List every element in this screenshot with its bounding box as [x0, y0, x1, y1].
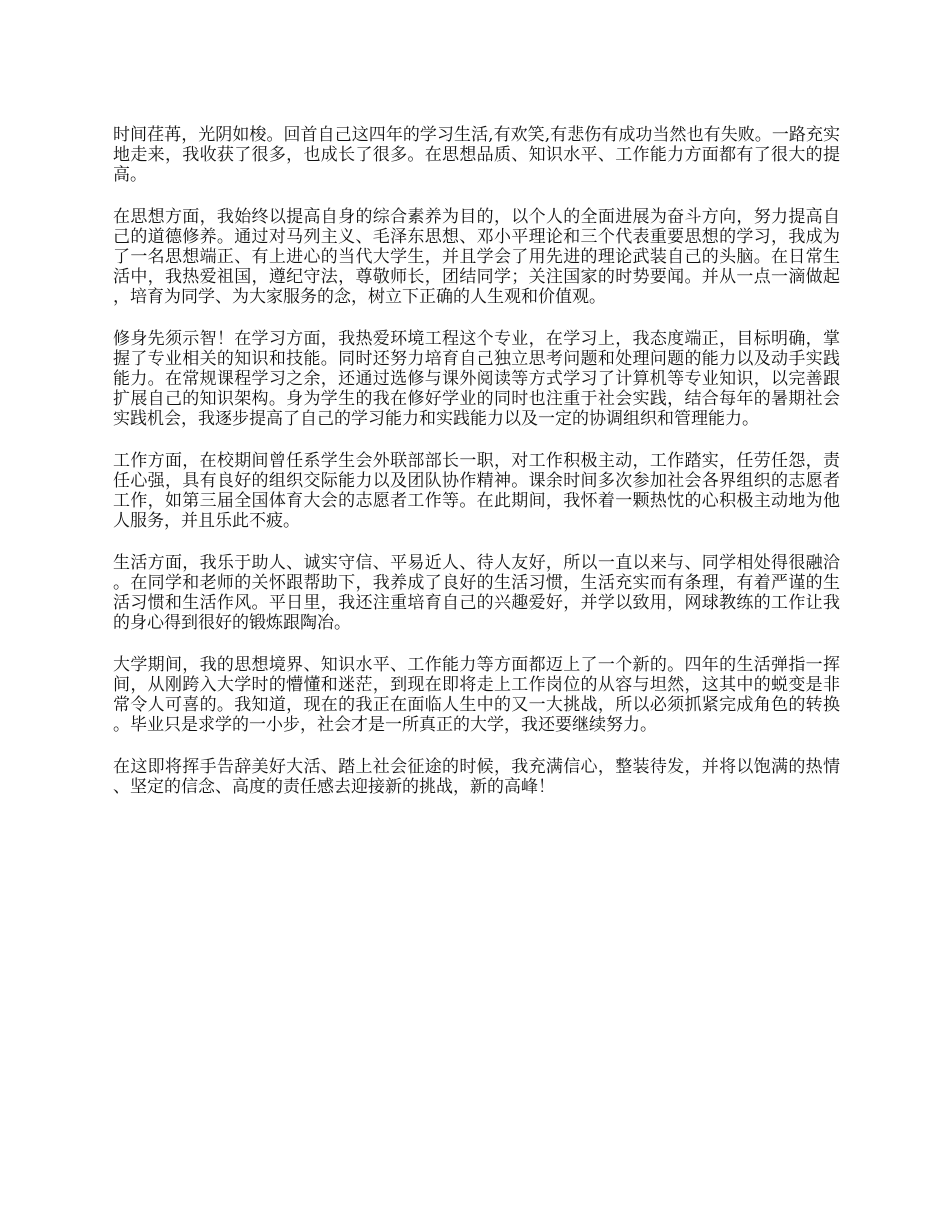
paragraph-university: 大学期间，我的思想境界、知识水平、工作能力等方面都迈上了一个新的。四年的生活弹指一挥间，从刚跨入大学时的懵懂和迷茫，到现在即将走上工作岗位的从容与坦然，这其中的蜕变是非常令人可喜的。我知道，现在的我正在面临人生中的又一大挑战，所以必须抓紧完成角色的转换。毕业只是求学的一小步，社会才是一所真正的大学，我还要继续努力。 [113, 655, 840, 735]
document-body [113, 125, 840, 819]
paragraph-closing: 在这即将挥手告辞美好大活、踏上社会征途的时候，我充满信心，整装待发，并将以饱满的热情、坚定的信念、高度的责任感去迎接新的挑战，新的高峰！ [113, 757, 840, 797]
paragraph-thought: 在思想方面，我始终以提高自身的综合素养为目的，以个人的全面进展为奋斗方向，努力提高自己的道德修养。通过对马列主义、毛泽东思想、邓小平理论和三个代表重要思想的学习，我成为了一名思想端正、有上进心的当代大学生，并且学会了用先进的理论武装自己的头脑。在日常生活中，我热爱祖国，遵纪守法，尊敬师长，团结同学；关注国家的时势要闻。并从一点一滴做起，培育为同学、为大家服务的念，树立下正确的人生观和价值观。 [113, 207, 840, 307]
paragraph-life: 生活方面，我乐于助人、诚实守信、平易近人、待人友好，所以一直以来与、同学相处得很融洽。在同学和老师的关怀跟帮助下，我养成了良好的生活习惯，生活充实而有条理，有着严谨的生活习惯和生活作风。平日里，我还注重培育自己的兴趣爱好，并学以致用，网球教练的工作让我的身心得到很好的锻炼跟陶冶。 [113, 553, 840, 633]
paragraph-intro: 时间荏苒，光阴如梭。回首自己这四年的学习生活,有欢笑,有悲伤有成功当然也有失败。一路充实地走来，我收获了很多，也成长了很多。在思想品质、知识水平、工作能力方面都有了很大的提高。 [113, 125, 840, 185]
paragraph-study: 修身先须示智！在学习方面，我热爱环境工程这个专业，在学习上，我态度端正，目标明确，掌握了专业相关的知识和技能。同时还努力培育自己独立思考问题和处理问题的能力以及动手实践能力。在常规课程学习之余，还通过选修与课外阅读等方式学习了计算机等专业知识，以完善跟扩展自己的知识架构。身为学生的我在修好学业的同时也注重于社会实践，结合每年的暑期社会实践机会，我逐步提高了自己的学习能力和实践能力以及一定的协调组织和管理能力。 [113, 329, 840, 429]
paragraph-work: 工作方面，在校期间曾任系学生会外联部部长一职，对工作积极主动，工作踏实，任劳任怨，责任心强，具有良好的组织交际能力以及团队协作精神。课余时间多次参加社会各界组织的志愿者工作，如第三届全国体育大会的志愿者工作等。在此期间，我怀着一颗热忱的心积极主动地为他人服务，并且乐此不疲。 [113, 451, 840, 531]
